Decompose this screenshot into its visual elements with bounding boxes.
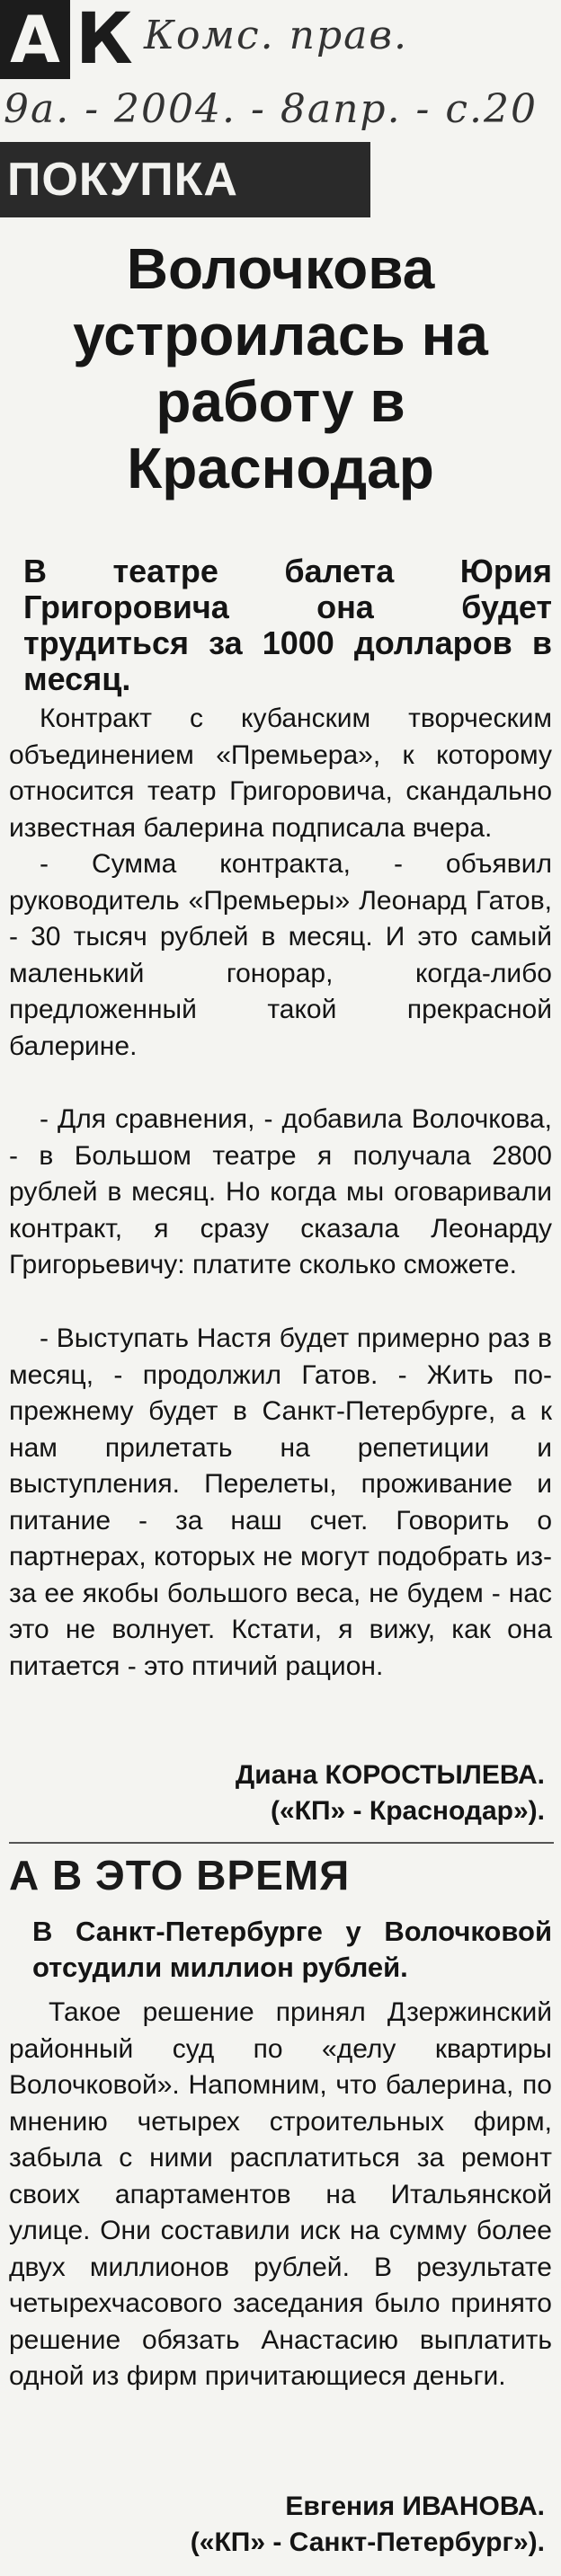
sidebar-paragraph: Такое решение принял Дзержинский районный суд по «делу квартиры Волочковой». Напомним, что балерина, по мнению четырех строительных фирм, забыла с ними расплатиться за ремонт своих апартаментов на Итальянской улице. Они составили иск на сумму более двух миллионов рублей. В результате четырехчасового заседания было принято решение обязать Анастасию выплатить одной из фирм причитающиеся деньги.: [9, 1997, 552, 2391]
sidebar-author-source: («КП» - Санкт-Петербург»).: [190, 2527, 545, 2557]
article-author: Диана КОРОСТЫЛЕВА.: [235, 1760, 545, 1790]
handwritten-date-note: 9а. - 2004. - 8апр. - с.20: [4, 86, 539, 132]
logo-letter-k: К: [76, 0, 133, 80]
article-paragraph-3: - Для сравнения, - добавила Волочкова, - в Большом театре я получала 2800 рублей в месяц. Но когда мы оговаривали контракт, я сразу сказала Леонарду Григорьевичу: платите сколько сможете.: [9, 1104, 552, 1279]
sidebar-lead: В Санкт-Петербурге у Волочковой отсудили миллион рублей.: [32, 1916, 552, 1983]
section-divider: [9, 1842, 554, 1844]
article-paragraph-4: - Выступать Настя будет примерно раз в месяц, - продолжил Гатов. - Жить по-прежнему будет в Санкт-Петербурге, а к нам прилетать на репетиции и выступления. Перелеты, проживание и питание - за наш счет. Говорить о партнерах, которых не могут подобрать из-за ее якобы большого веса, не будем - нас это не волнует. Кстати, я вижу, как она питается - это птичий рацион.: [9, 1323, 552, 1681]
article-author-source: («КП» - Краснодар»).: [270, 1796, 545, 1826]
article-headline: Волочкова устроилась на работу в Краснодар: [73, 236, 488, 500]
handwritten-source-note: Комс. прав.: [144, 13, 408, 58]
sidebar-author: Евгения ИВАНОВА.: [285, 2492, 545, 2521]
sidebar-heading: А В ЭТО ВРЕМЯ: [9, 1852, 351, 1899]
logo-letter-a: А: [0, 0, 70, 79]
newspaper-logo: [0, 0, 135, 79]
rubric-label: ПОКУПКА: [0, 142, 370, 217]
article-paragraph-2: - Сумма контракта, - объявил руководитель «Премьеры» Леонард Гатов, - 30 тысяч рублей в месяц. И это самый маленький гонорар, когда-либо предложенный такой прекрасной балерине.: [9, 849, 552, 1061]
article-paragraph-1: Контракт с кубанским творческим объединением «Премьера», к которому относится театр Григоровича, скандально известная балерина подписала вчера.: [9, 704, 552, 843]
article-lead: В театре балета Юрия Григоровича она будет трудиться за 1000 долларов в месяц.: [23, 553, 552, 697]
